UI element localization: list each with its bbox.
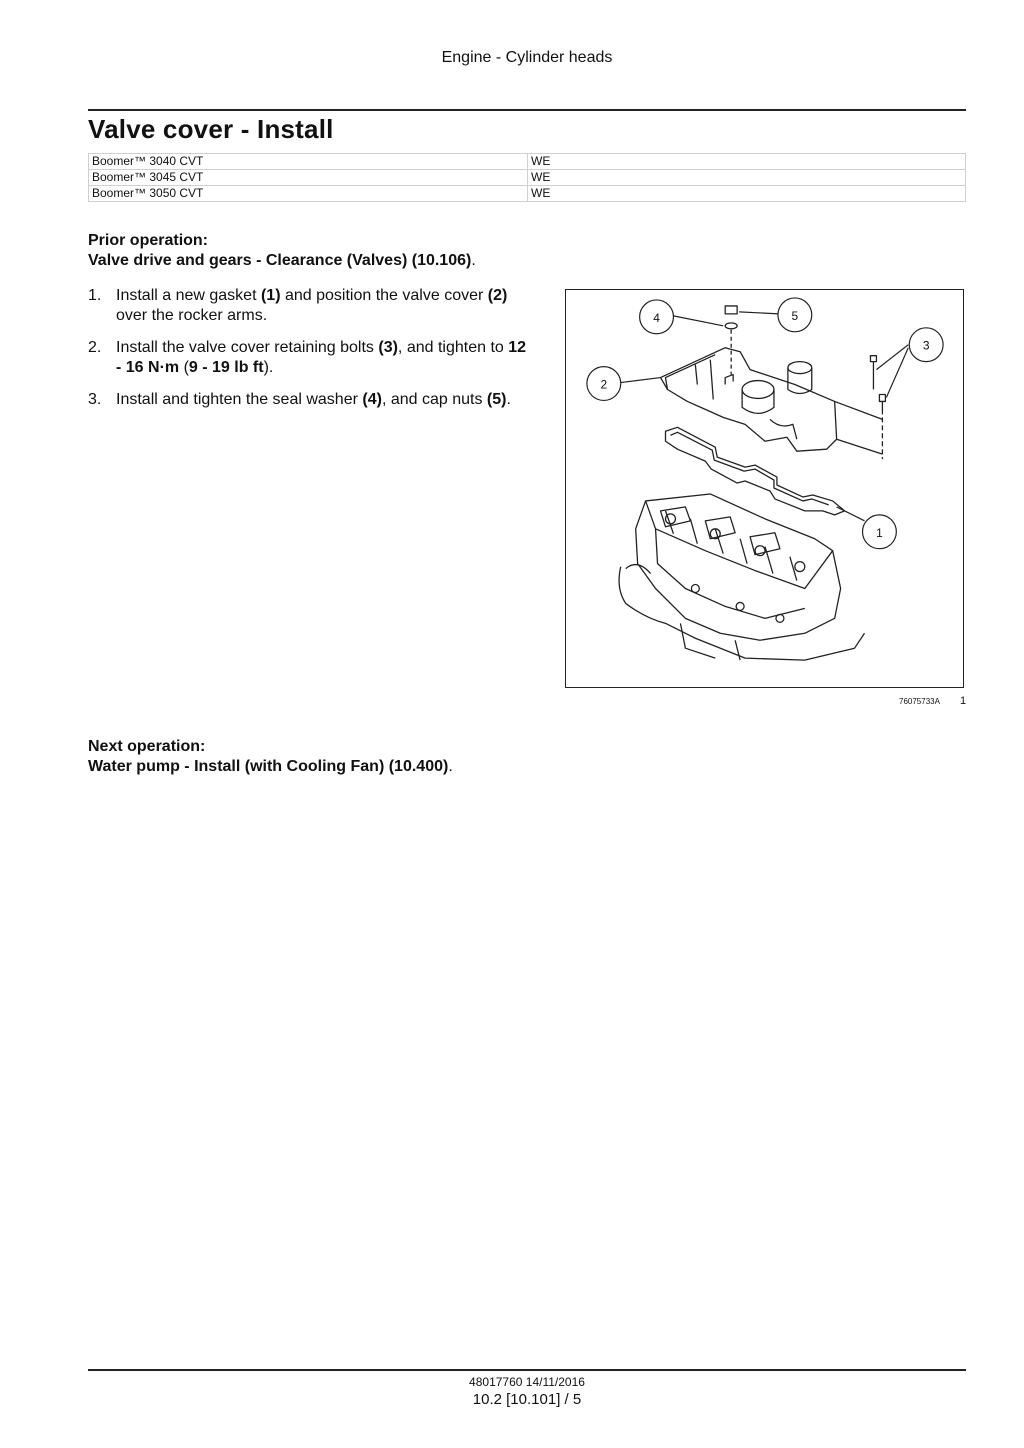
step-emphasis: 12 - 16 N·m xyxy=(116,339,527,376)
callout-label: 2 xyxy=(600,377,608,392)
prior-operation-label: Prior operation: xyxy=(88,232,209,249)
model-cell: Boomer™ 3050 CVT xyxy=(89,186,528,202)
callout-circles xyxy=(587,298,943,549)
step-fragment: Install and tighten the seal washer xyxy=(116,391,363,408)
callout-label: 4 xyxy=(653,310,660,325)
step-emphasis: 9 - 19 lb ft xyxy=(188,359,264,376)
next-operation xyxy=(88,758,453,776)
model-cell: Boomer™ 3040 CVT xyxy=(89,154,528,170)
gasket-drawing xyxy=(665,427,844,515)
step-emphasis: (5) xyxy=(486,391,507,408)
step-fragment: . xyxy=(506,391,511,408)
region-cell: WE xyxy=(528,170,966,186)
step-emphasis: (3) xyxy=(378,339,398,356)
step-fragment: , and tighten to xyxy=(397,339,509,356)
prior-operation-suffix: . xyxy=(471,252,476,269)
footer-rule xyxy=(88,1369,966,1371)
page-title: Valve cover - Install xyxy=(88,114,334,144)
step-fragment: ( xyxy=(179,359,189,376)
figure-image-id: 76075733A xyxy=(899,697,940,706)
valve-cover-drawing xyxy=(661,348,837,451)
model-applicability-table xyxy=(88,153,966,202)
step-fragment: over the rocker arms. xyxy=(116,307,268,324)
step-text xyxy=(116,287,507,324)
region-cell: WE xyxy=(528,154,966,170)
procedure-step xyxy=(88,286,533,326)
next-operation-suffix: . xyxy=(448,758,453,775)
step-emphasis: (1) xyxy=(260,287,281,304)
figure-number: 1 xyxy=(960,695,967,707)
valve-cover-exploded-figure xyxy=(565,289,964,688)
step-fragment: Install the valve cover retaining bolts xyxy=(116,339,379,356)
step-text xyxy=(116,339,526,376)
step-number: 3. xyxy=(88,391,102,408)
step-text xyxy=(116,391,511,408)
cylinder-head-drawing xyxy=(619,494,864,660)
model-cell: Boomer™ 3045 CVT xyxy=(89,170,528,186)
procedure-step xyxy=(88,390,533,410)
step-emphasis: (4) xyxy=(362,391,382,408)
region-cell: WE xyxy=(528,186,966,202)
step-fragment: ). xyxy=(263,359,274,376)
header-rule xyxy=(88,109,966,111)
washer-and-cap-nut-drawing xyxy=(725,306,737,375)
bolt-drawing xyxy=(835,356,886,459)
procedure-steps xyxy=(88,286,533,422)
procedure-step xyxy=(88,338,533,378)
footer-document-number: 48017760 14/11/2016 xyxy=(469,1375,585,1389)
callout-label: 3 xyxy=(922,338,930,353)
next-operation-label: Next operation: xyxy=(88,738,206,755)
callout-label: 5 xyxy=(791,308,799,323)
step-number: 2. xyxy=(88,339,102,356)
step-fragment: , and cap nuts xyxy=(381,391,487,408)
next-operation-link[interactable]: Water pump - Install (with Cooling Fan) (10.400) xyxy=(88,758,449,775)
callout-label: 1 xyxy=(876,525,883,540)
prior-operation xyxy=(88,252,476,270)
step-number: 1. xyxy=(88,287,102,304)
step-fragment: Install a new gasket xyxy=(116,287,261,304)
table-row xyxy=(89,154,966,170)
step-fragment: and position the valve cover xyxy=(280,287,488,304)
running-header: Engine - Cylinder heads xyxy=(441,49,613,66)
footer-page-number: 10.2 [10.101] / 5 xyxy=(472,1391,582,1408)
table-row xyxy=(89,170,966,186)
step-emphasis: (2) xyxy=(487,287,508,304)
prior-operation-link[interactable]: Valve drive and gears - Clearance (Valves) (10.106) xyxy=(88,252,472,269)
table-row xyxy=(89,186,966,202)
valve-cover-illustration xyxy=(566,290,963,687)
